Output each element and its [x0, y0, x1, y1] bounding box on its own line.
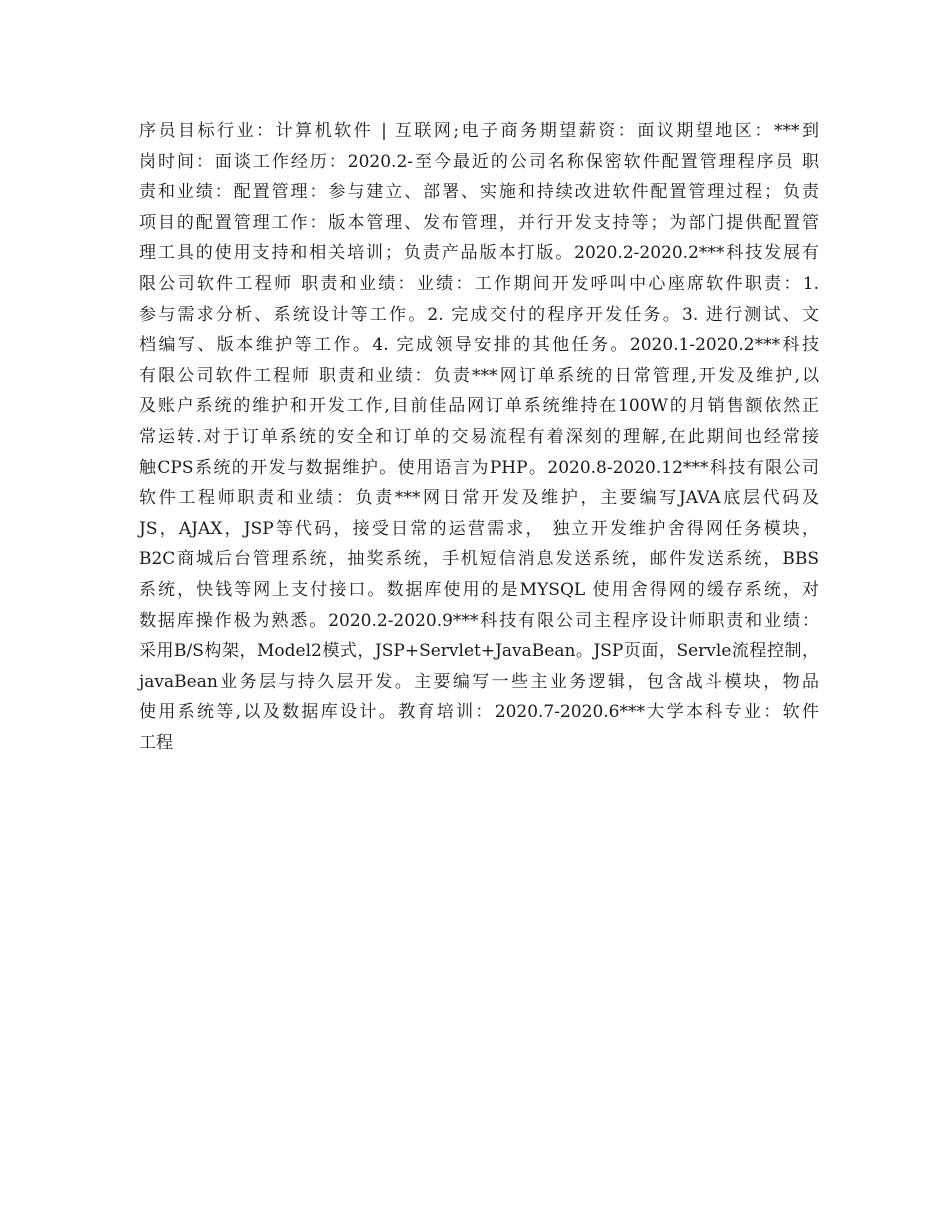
- text-line-15: B2C商城后台管理系统，抽奖系统，手机短信消息发送系统，邮件发送系统，BBS: [139, 549, 819, 570]
- text-line-2: 岗时间：面谈工作经历：2020.2-至今最近的公司名称保密软件配置管理程序员 职: [139, 151, 819, 172]
- text-line-8: 档编写、版本维护等工作。4. 完成领导安排的其他任务。2020.1-2020.2***科技: [139, 335, 819, 356]
- text-line-14: JS，AJAX，JSP等代码，接受日常的运营需求， 独立开发维护舍得网任务模块，: [139, 518, 819, 539]
- text-line-6: 限公司软件工程师 职责和业绩：业绩：工作期间开发呼叫中心座席软件职责：1.: [139, 273, 819, 294]
- text-line-18: 采用B/S构架，Model2模式，JSP+Servlet+JavaBean。JSP页面，Servle流程控制，: [139, 641, 819, 662]
- text-line-13: 软件工程师职责和业绩：负责***网日常开发及维护，主要编写JAVA底层代码及: [139, 488, 819, 509]
- text-line-10: 及账户系统的维护和开发工作,目前佳品网订单系统维持在100W的月销售额依然正: [139, 396, 819, 417]
- text-line-16: 系统，快钱等网上支付接口。数据库使用的是MYSQL 使用舍得网的缓存系统，对: [139, 579, 819, 600]
- text-line-21: 工程: [139, 732, 173, 753]
- text-line-1: 序员目标行业：计算机软件 | 互联网;电子商务期望薪资：面议期望地区：***到: [139, 121, 819, 141]
- text-line-20: 使用系统等,以及数据库设计。教育培训：2020.7-2020.6***大学本科专业：软件: [139, 702, 819, 723]
- text-line-3: 责和业绩：配置管理：参与建立、部署、实施和持续改进软件配置管理过程；负责: [139, 182, 819, 203]
- text-line-12: 触CPS系统的开发与数据维护。使用语言为PHP。2020.8-2020.12***科技有限公司: [139, 457, 819, 478]
- text-line-11: 常运转.对于订单系统的安全和订单的交易流程有着深刻的理解,在此期间也经常接: [139, 426, 819, 447]
- text-line-7: 参与需求分析、系统设计等工作。2. 完成交付的程序开发任务。3. 进行测试、文: [139, 304, 819, 325]
- text-line-9: 有限公司软件工程师 职责和业绩：负责***网订单系统的日常管理,开发及维护,以: [139, 365, 819, 386]
- text-line-5: 理工具的使用支持和相关培训；负责产品版本打版。2020.2-2020.2***科技发展有: [139, 243, 819, 264]
- text-line-17: 数据库操作极为熟悉。2020.2-2020.9***科技有限公司主程序设计师职责和业绩：: [139, 610, 819, 631]
- text-line-19: javaBean业务层与持久层开发。主要编写一些主业务逻辑，包含战斗模块，物品: [139, 671, 819, 692]
- resume-body-text: [139, 116, 819, 758]
- text-line-4: 项目的配置管理工作：版本管理、发布管理，并行开发支持等；为部门提供配置管: [139, 212, 819, 233]
